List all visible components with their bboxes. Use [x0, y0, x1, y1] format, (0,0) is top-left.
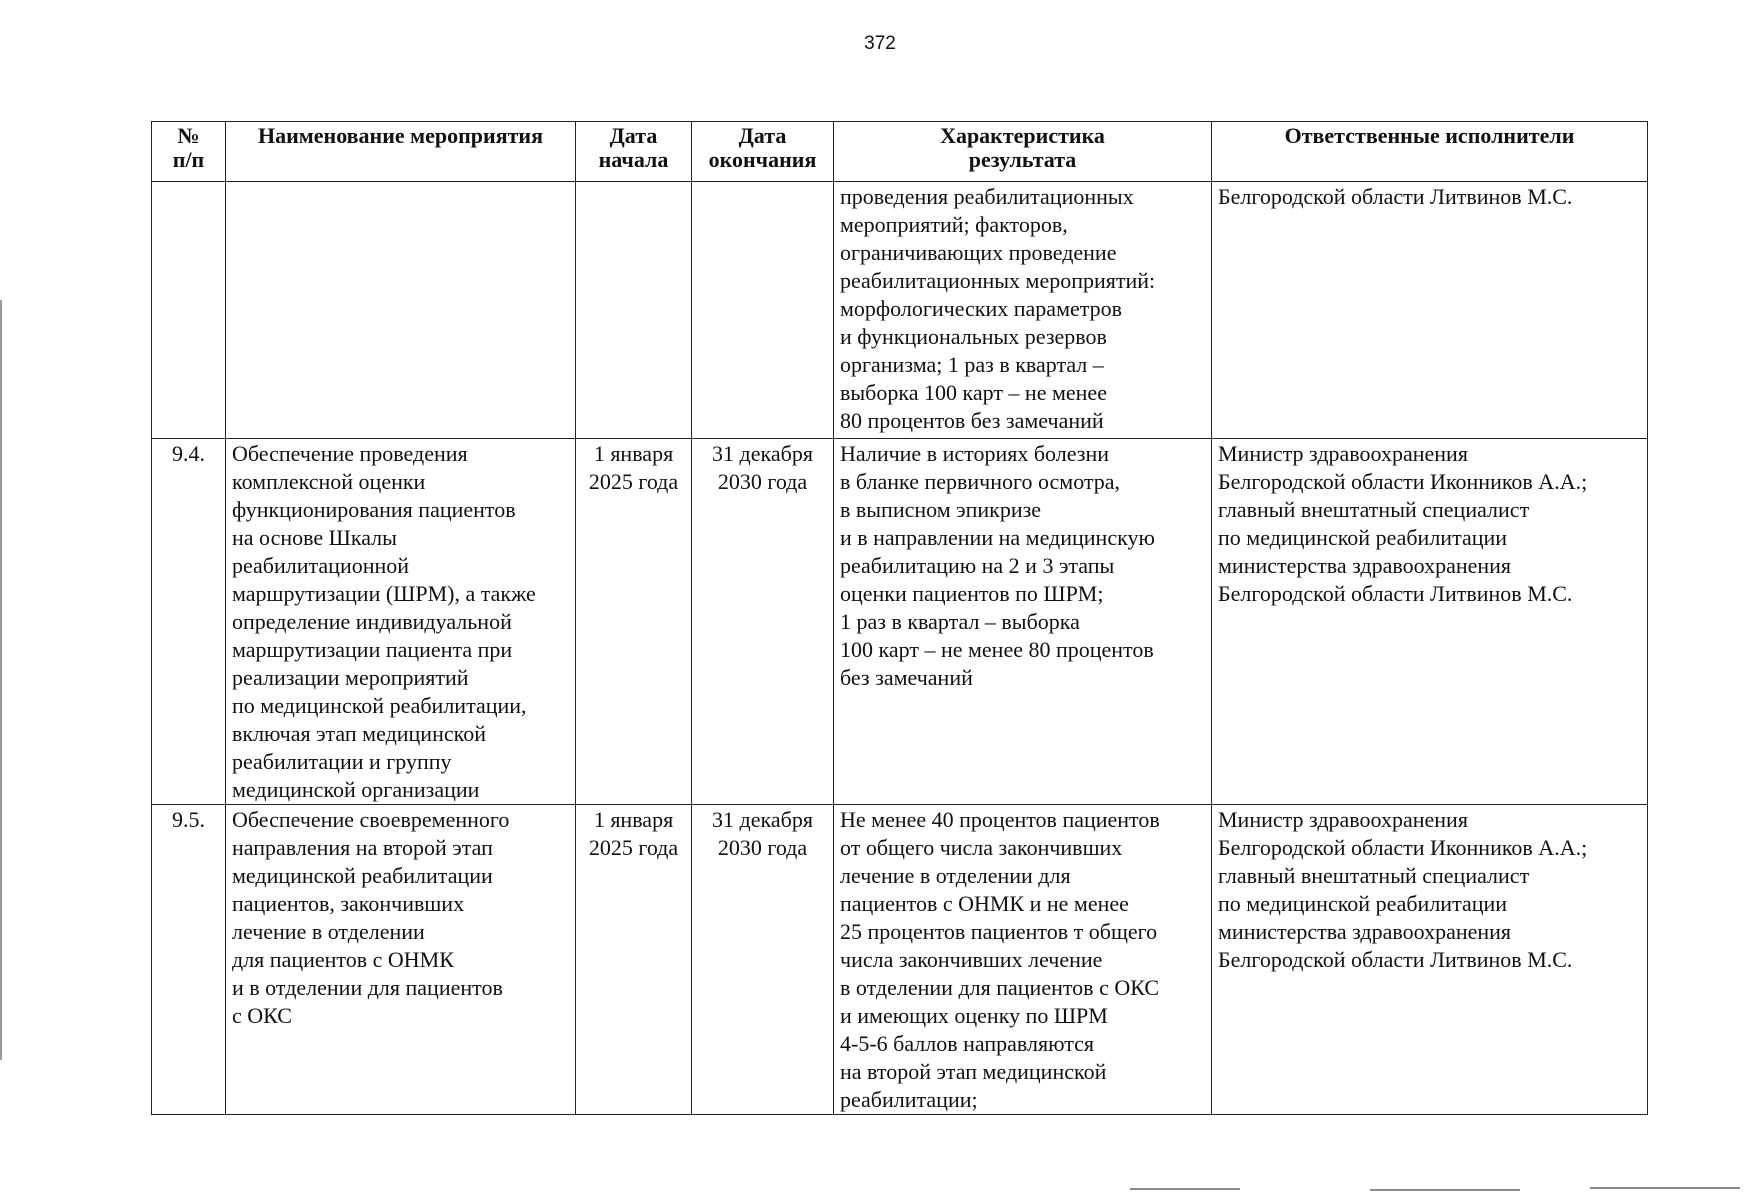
header-result-characteristic: Характеристика результата — [834, 122, 1212, 182]
row-start-date: 1 января 2025 года — [576, 439, 692, 805]
row-activity-name: Обеспечение проведения комплексной оценки функционирования пациентов на основе Шкалы реабилитационной маршрутизации (ШРМ), а также определение индивидуальной маршрутизации пациента при реализации мероприятий по медицинской реабилитации, включая этап медицинской реабилитации и группу медицинской организации — [226, 439, 576, 805]
row-result: проведения реабилитационных мероприятий; факторов, ограничивающих проведение реабилитационных мероприятий: морфологических параметров и функциональных резервов организма; 1 раз в квартал – выборка 100 карт – не менее 80 процентов без замечаний — [834, 182, 1212, 439]
row-responsible: Министр здравоохранения Белгородской области Иконников А.А.; главный внештатный специалист по медицинской реабилитации министерства здравоохранения Белгородской области Литвинов М.С. — [1212, 439, 1648, 805]
table-row — [152, 182, 1648, 439]
header-end-date: Дата окончания — [692, 122, 834, 182]
header-number: № п/п — [152, 122, 226, 182]
table-header-row — [152, 122, 1648, 182]
activities-table — [151, 121, 1648, 1115]
table-row — [152, 439, 1648, 805]
row-end-date: 31 декабря 2030 года — [692, 439, 834, 805]
row-number: 9.5. — [152, 805, 226, 1115]
row-number: 9.4. — [152, 439, 226, 805]
row-activity-name — [226, 182, 576, 439]
scan-bottom-mark — [1590, 1187, 1740, 1189]
row-start-date: 1 января 2025 года — [576, 805, 692, 1115]
row-start-date — [576, 182, 692, 439]
scan-bottom-mark — [1370, 1189, 1520, 1191]
page-number: 372 — [864, 33, 896, 54]
row-end-date: 31 декабря 2030 года — [692, 805, 834, 1115]
header-activity-name: Наименование мероприятия — [226, 122, 576, 182]
scan-edge-mark — [0, 300, 2, 1060]
row-end-date — [692, 182, 834, 439]
row-activity-name: Обеспечение своевременного направления на второй этап медицинской реабилитации пациентов, закончивших лечение в отделении для пациентов с ОНМК и в отделении для пациентов с ОКС — [226, 805, 576, 1115]
table-row — [152, 805, 1648, 1115]
scan-bottom-mark — [1130, 1188, 1240, 1190]
row-result: Не менее 40 процентов пациентов от общего числа закончивших лечение в отделении для пациентов с ОНМК и не менее 25 процентов пациентов т общего числа закончивших лечение в отделении для пациентов с ОКС и имеющих оценку по ШРМ 4-5-6 баллов направляются на второй этап медицинской реабилитации; — [834, 805, 1212, 1115]
row-result: Наличие в историях болезни в бланке первичного осмотра, в выписном эпикризе и в направлении на медицинскую реабилитацию на 2 и 3 этапы оценки пациентов по ШРМ; 1 раз в квартал – выборка 100 карт – не менее 80 процентов без замечаний — [834, 439, 1212, 805]
header-responsible: Ответственные исполнители — [1212, 122, 1648, 182]
row-responsible: Министр здравоохранения Белгородской области Иконников А.А.; главный внештатный специалист по медицинской реабилитации министерства здравоохранения Белгородской области Литвинов М.С. — [1212, 805, 1648, 1115]
row-number — [152, 182, 226, 439]
row-responsible: Белгородской области Литвинов М.С. — [1212, 182, 1648, 439]
header-start-date: Дата начала — [576, 122, 692, 182]
